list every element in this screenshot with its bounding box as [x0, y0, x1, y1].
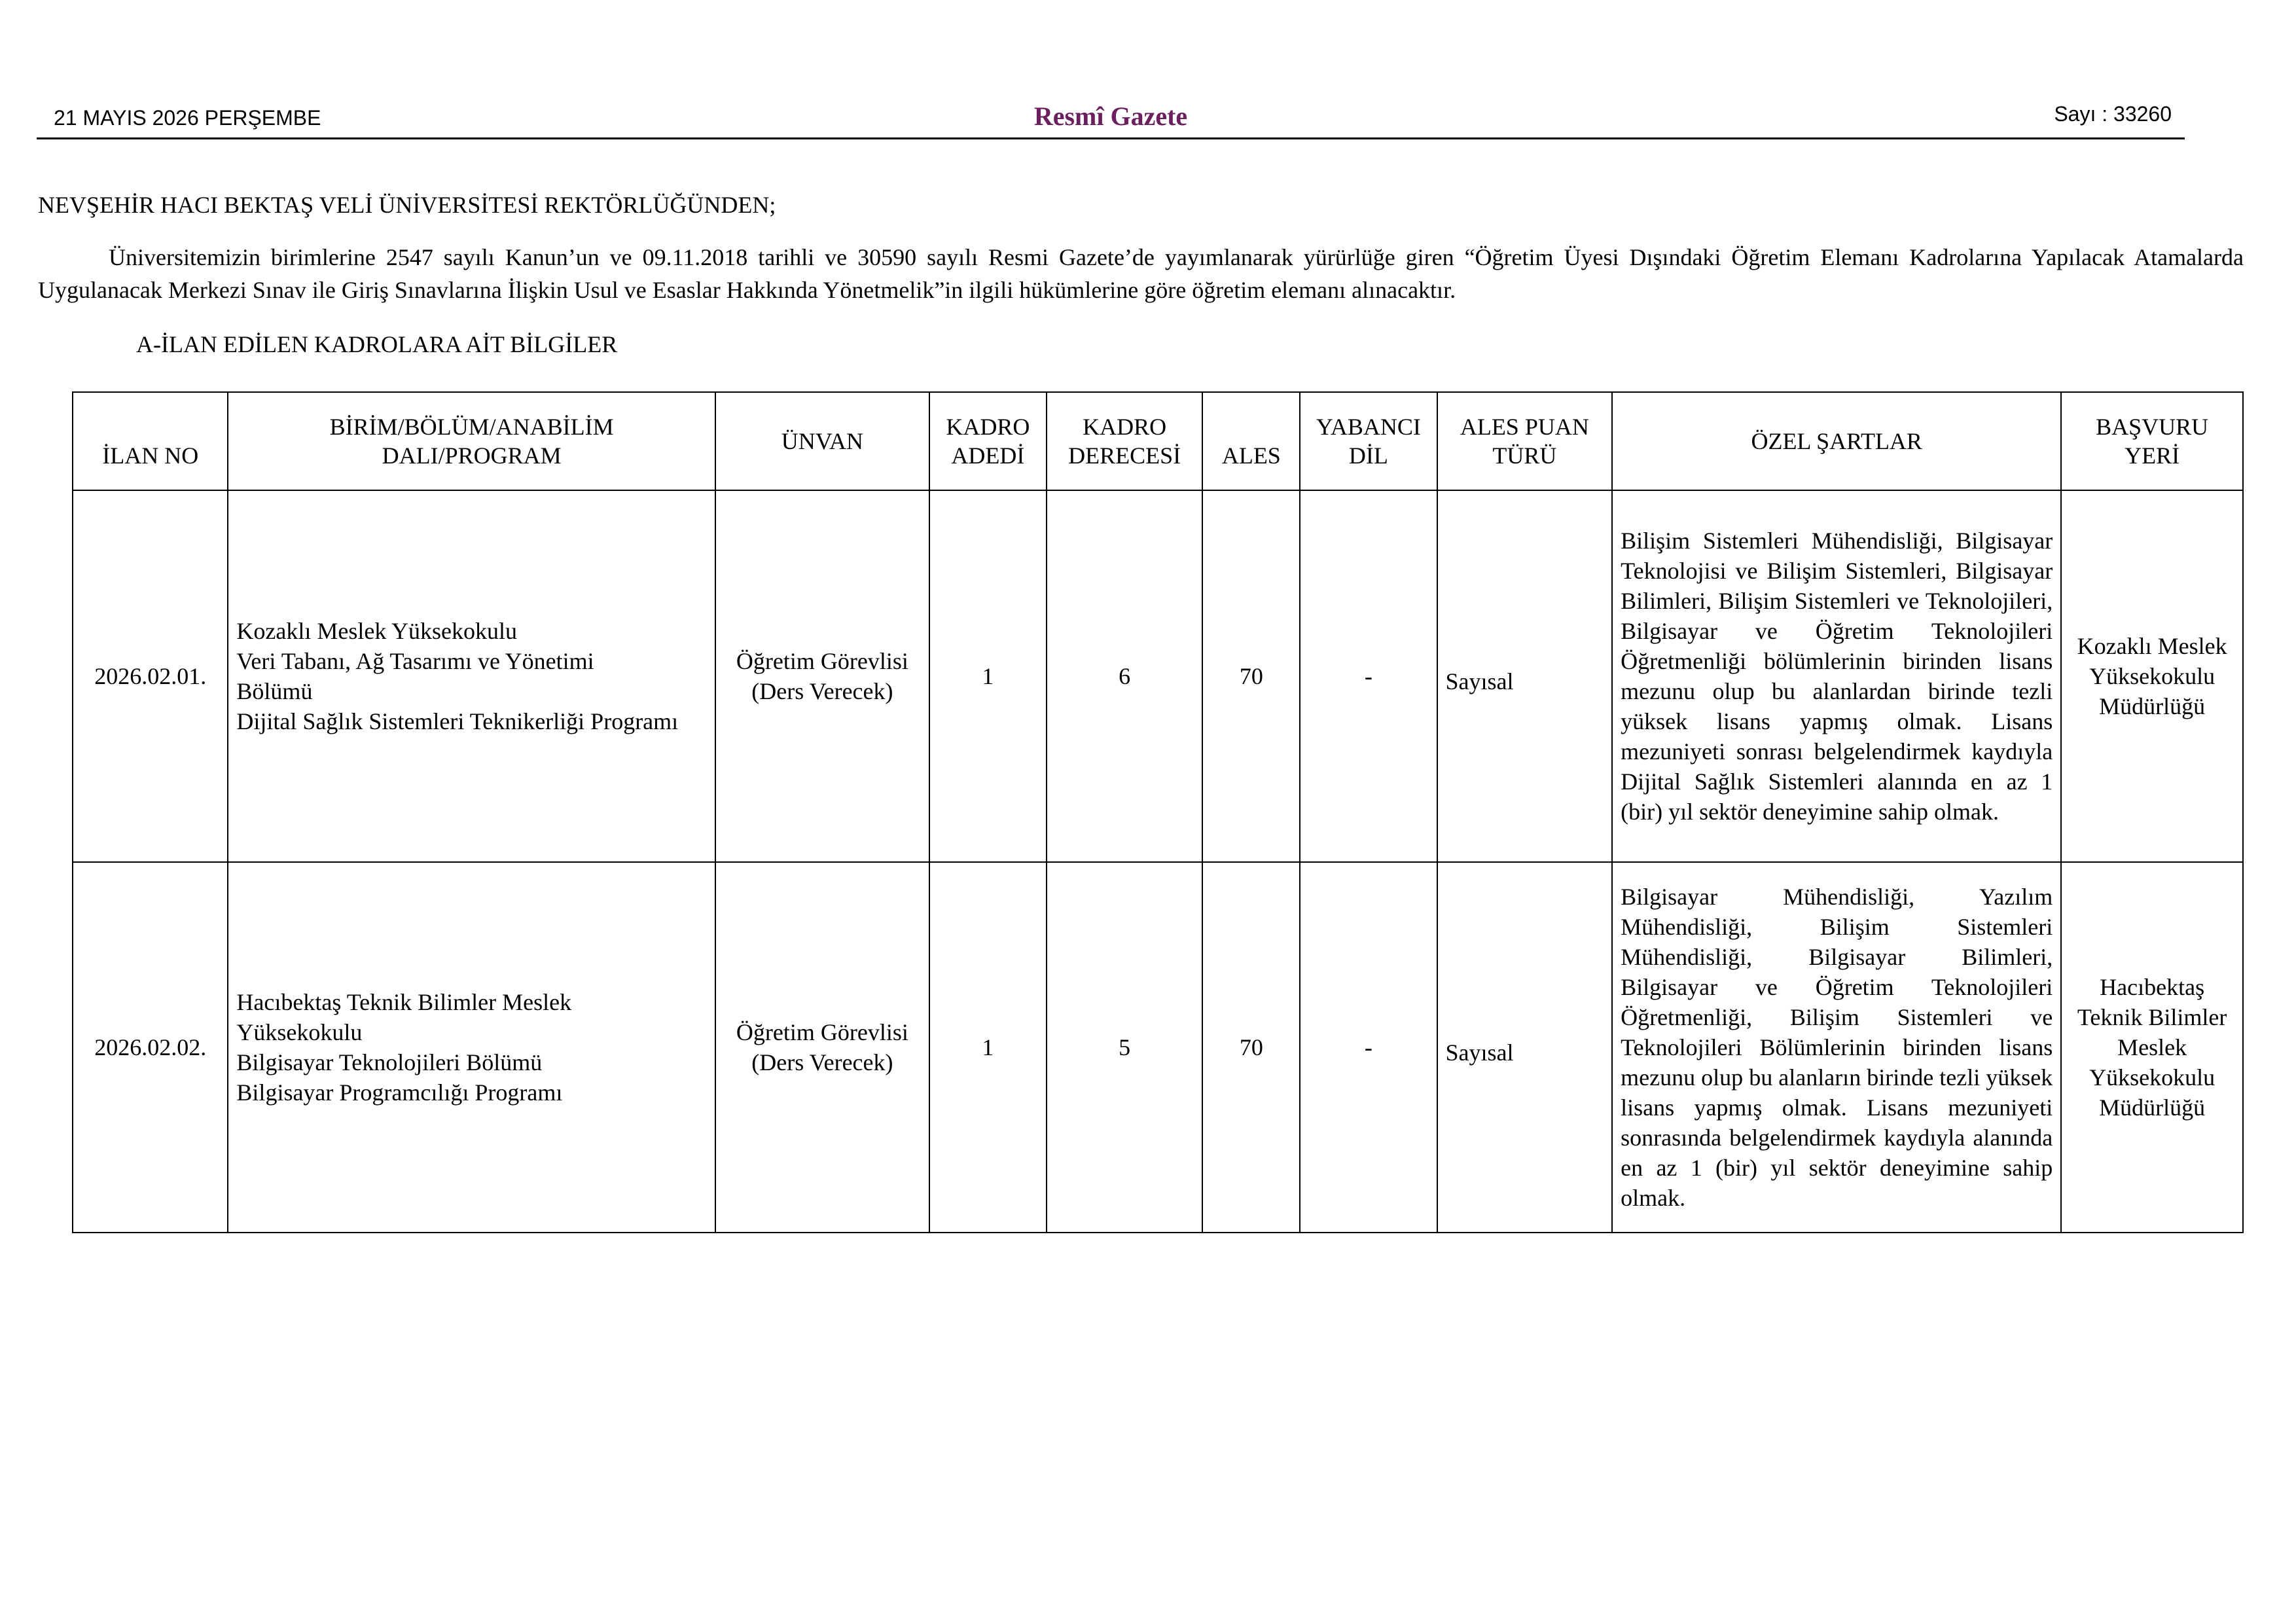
- cell-kadro-derecesi: 5: [1047, 862, 1202, 1233]
- positions-table: [72, 391, 2244, 1233]
- header-date: 21 MAYIS 2026 PERŞEMBE: [54, 106, 321, 130]
- table-row: [73, 490, 2243, 862]
- issue-number: Sayı : 33260: [2054, 102, 2172, 126]
- cell-ales-puan-turu: Sayısal: [1437, 490, 1613, 862]
- cell-yabanci-dil: -: [1300, 862, 1437, 1233]
- cell-birim: Kozaklı Meslek Yüksekokulu Veri Tabanı, Ağ Tasarımı ve Yönetimi Bölümü Dijital Sağlık Sistemleri Teknikerliği Programı: [228, 490, 715, 862]
- cell-unvan: Öğretim Görevlisi (Ders Verecek): [715, 862, 929, 1233]
- cell-basvuru-yeri: Kozaklı Meslek Yüksekokulu Müdürlüğü: [2061, 490, 2243, 862]
- cell-yabanci-dil: -: [1300, 490, 1437, 862]
- cell-ales-puan-turu: Sayısal: [1437, 862, 1613, 1233]
- page-header: [37, 98, 2185, 139]
- col-header-ales: ALES: [1202, 392, 1300, 490]
- cell-kadro-adedi: 1: [929, 490, 1047, 862]
- cell-basvuru-yeri: Hacıbektaş Teknik Bilimler Meslek Yüksekokulu Müdürlüğü: [2061, 862, 2243, 1233]
- col-header-ilan-no: İLAN NO: [73, 392, 228, 490]
- gazette-title: Resmî Gazete: [1033, 101, 1188, 131]
- cell-birim: Hacıbektaş Teknik Bilimler Meslek Yüksekokulu Bilgisayar Teknolojileri Bölümü Bilgisayar Programcılığı Programı: [228, 862, 715, 1233]
- cell-unvan: Öğretim Görevlisi (Ders Verecek): [715, 490, 929, 862]
- col-header-kadro-derecesi: KADRO DERECESİ: [1047, 392, 1202, 490]
- col-header-ales-puan-turu: ALES PUAN TÜRÜ: [1437, 392, 1613, 490]
- cell-kadro-adedi: 1: [929, 862, 1047, 1233]
- cell-ilan-no: 2026.02.02.: [73, 862, 228, 1233]
- section-title: A-İLAN EDİLEN KADROLARA AİT BİLGİLER: [136, 331, 618, 357]
- intro-paragraph: Üniversitemizin birimlerine 2547 sayılı Kanun’un ve 09.11.2018 tarihli ve 30590 sayılı Resmi Gazete’de yayımlanarak yürürlüğe giren “Öğretim Üyesi Dışındaki Öğretim Elemanı Kadrolarına Yapılacak Atamalarda Uygulanacak Merkezi Sınav ile Giriş Sınavlarına İlişkin Usul ve Esaslar Hakkında Yönetmelik”in ilgili hükümlerine göre öğretim elemanı alınacaktır.: [38, 244, 2244, 303]
- cell-kadro-derecesi: 6: [1047, 490, 1202, 862]
- col-header-basvuru-yeri: BAŞVURU YERİ: [2061, 392, 2243, 490]
- cell-ozel-sartlar: Bilgisayar Mühendisliği, Yazılım Mühendisliği, Bilişim Sistemleri Mühendisliği, Bilgisayar Bilimleri, Bilgisayar ve Öğretim Teknolojileri Öğretmenliği, Bilişim Sistemleri ve Teknolojileri Bölümlerinin birinden lisans mezunu olup bu alanların birinde tezli yüksek lisans yapmış olmak. Lisans mezuniyeti sonrasında belgelendirmek kaydıyla alanında en az 1 (bir) yıl sektör deneyimine sahip olmak.: [1612, 862, 2061, 1233]
- table-header-row: [73, 392, 2243, 490]
- table-row: [73, 862, 2243, 1233]
- col-header-kadro-adedi: KADRO ADEDİ: [929, 392, 1047, 490]
- cell-ales: 70: [1202, 862, 1300, 1233]
- col-header-yabanci-dil: YABANCI DİL: [1300, 392, 1437, 490]
- col-header-unvan: ÜNVAN: [715, 392, 929, 490]
- cell-ozel-sartlar: Bilişim Sistemleri Mühendisliği, Bilgisayar Teknolojisi ve Bilişim Sistemleri, Bilgisayar Bilimleri, Bilişim Sistemleri ve Teknolojileri, Bilgisayar ve Öğretim Teknolojileri Öğretmenliği bölümlerinin birinden lisans mezunu olup bu alanlardan birinde tezli yüksek lisans yapmış olmak. Lisans mezuniyeti sonrası belgelendirmek kaydıyla Dijital Sağlık Sistemleri alanında en az 1 (bir) yıl sektör deneyimine sahip olmak.: [1612, 490, 2061, 862]
- institution-heading: NEVŞEHİR HACI BEKTAŞ VELİ ÜNİVERSİTESİ REKTÖRLÜĞÜNDEN;: [38, 192, 776, 218]
- cell-ilan-no: 2026.02.01.: [73, 490, 228, 862]
- col-header-ozel-sartlar: ÖZEL ŞARTLAR: [1612, 392, 2061, 490]
- cell-ales: 70: [1202, 490, 1300, 862]
- col-header-birim: BİRİM/BÖLÜM/ANABİLİM DALI/PROGRAM: [228, 392, 715, 490]
